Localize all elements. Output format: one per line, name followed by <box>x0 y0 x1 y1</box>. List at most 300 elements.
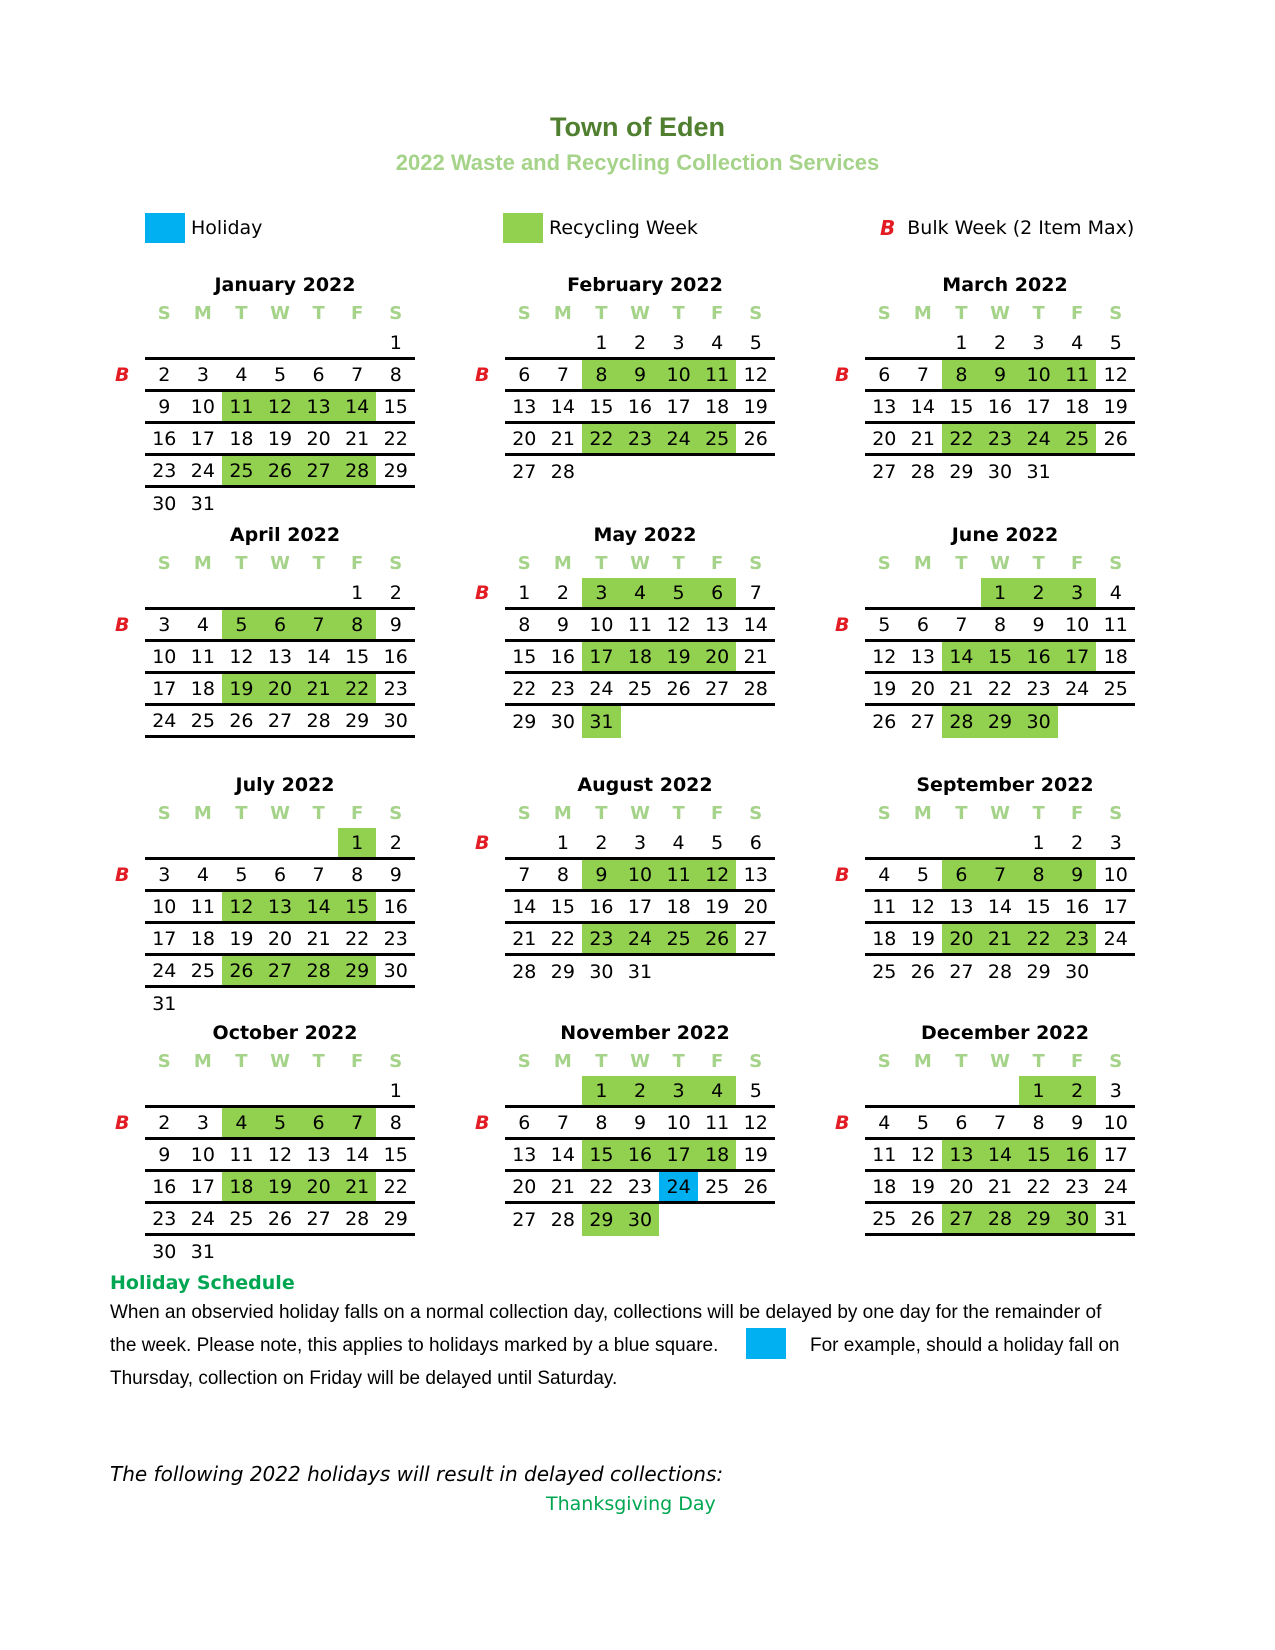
day-cell: 11 <box>190 645 215 668</box>
month-title: February 2022 <box>567 274 723 296</box>
day-cell: 22 <box>589 1175 614 1198</box>
day-cell: 27 <box>872 461 897 483</box>
day-cell <box>1058 456 1097 488</box>
day-cell: 8 <box>556 863 569 886</box>
day-cell: 19 <box>1103 395 1128 418</box>
day-cell: 26 <box>910 961 935 983</box>
weekday-label: M <box>193 1050 212 1072</box>
day-cell <box>222 1236 261 1268</box>
day-cell: 28 <box>338 456 377 485</box>
weekday-label: S <box>157 552 171 574</box>
weekday-label: S <box>749 302 763 324</box>
weekday-label: S <box>517 802 531 824</box>
day-cell: 31 <box>627 961 653 983</box>
day-cell: 2 <box>633 331 647 354</box>
week-row <box>505 674 775 706</box>
weekday-header <box>505 298 775 328</box>
day-cell: 26 <box>743 1175 768 1198</box>
day-cell <box>698 456 737 488</box>
day-cell: 18 <box>666 895 691 918</box>
day-cell: 4 <box>1109 581 1122 604</box>
day-cell: 23 <box>1058 924 1097 953</box>
day-cell: 15 <box>338 892 377 921</box>
day-cell: 15 <box>981 642 1020 671</box>
day-cell: 13 <box>872 395 897 418</box>
day-cell: 9 <box>633 1111 647 1134</box>
day-cell: 30 <box>621 1204 660 1236</box>
day-cell: 12 <box>743 1111 768 1134</box>
day-cell: 24 <box>1019 424 1058 453</box>
day-cell: 30 <box>152 493 177 515</box>
day-cell: 11 <box>190 895 215 918</box>
day-cell: 10 <box>1019 360 1058 389</box>
day-cell: 8 <box>595 1111 608 1134</box>
day-cell: 11 <box>872 895 897 918</box>
day-cell: 27 <box>949 961 974 983</box>
day-cell: 26 <box>698 924 737 953</box>
month-august <box>475 772 775 988</box>
week-row <box>145 488 415 520</box>
day-cell <box>184 578 223 607</box>
day-cell: 19 <box>743 395 768 418</box>
day-cell <box>145 328 184 357</box>
day-cell: 9 <box>158 1143 171 1166</box>
day-cell: 26 <box>261 456 300 485</box>
week-row <box>145 642 415 674</box>
day-cell: 26 <box>222 956 261 985</box>
holiday-swatch <box>145 213 185 243</box>
day-cell: 3 <box>158 863 171 886</box>
day-cell: 23 <box>383 677 408 700</box>
weekday-label: S <box>389 802 403 824</box>
day-cell: 28 <box>743 677 768 700</box>
month-title: October 2022 <box>212 1022 358 1044</box>
week-row <box>505 892 775 924</box>
day-cell: 8 <box>518 613 531 636</box>
day-cell: 20 <box>872 427 897 450</box>
day-cell: 2 <box>1071 831 1084 854</box>
bulk-week-marker: B <box>475 831 490 854</box>
month-december <box>835 1020 1135 1236</box>
day-cell: 19 <box>659 642 698 671</box>
bulk-week-marker: B <box>835 363 850 386</box>
weekday-label: T <box>672 302 685 324</box>
day-cell <box>505 328 544 357</box>
weekday-label: W <box>630 552 650 574</box>
weekday-header <box>145 298 415 328</box>
day-cell: 27 <box>743 927 768 950</box>
day-cell: 20 <box>512 1175 537 1198</box>
day-cell: 21 <box>550 427 575 450</box>
week-row <box>505 956 775 988</box>
legend-recycling <box>503 212 698 244</box>
day-cell <box>222 988 261 1020</box>
weekday-label: T <box>1032 802 1045 824</box>
day-cell: 30 <box>550 711 575 733</box>
weekday-header <box>865 298 1135 328</box>
day-cell: 14 <box>981 1140 1020 1169</box>
weekday-label: T <box>1032 1050 1045 1072</box>
weekday-label: S <box>749 552 763 574</box>
day-cell: 22 <box>942 424 981 453</box>
day-cell: 23 <box>627 1175 653 1198</box>
weekday-label: T <box>595 552 608 574</box>
holiday-schedule-line3: Thursday, collection on Friday will be delayed until Saturday. <box>110 1368 618 1389</box>
day-cell: 24 <box>659 424 698 453</box>
day-cell <box>505 828 544 857</box>
day-cell: 25 <box>190 959 215 982</box>
day-cell: 26 <box>267 1207 293 1230</box>
day-cell: 13 <box>512 1143 537 1166</box>
day-cell <box>261 1076 300 1105</box>
day-cell: 8 <box>993 613 1007 636</box>
bulk-week-marker: B <box>475 581 490 604</box>
day-cell: 1 <box>351 581 364 604</box>
day-cell: 16 <box>1058 1140 1097 1169</box>
weekday-label: S <box>517 552 531 574</box>
day-cell <box>338 488 377 520</box>
month-april <box>115 522 415 738</box>
weekday-label: T <box>235 1050 248 1072</box>
day-cell <box>376 1236 415 1268</box>
day-cell <box>376 488 415 520</box>
day-cell: 12 <box>910 1143 935 1166</box>
day-cell <box>299 828 338 857</box>
day-cell: 12 <box>261 392 300 421</box>
day-cell: 20 <box>949 1175 974 1198</box>
bulk-week-marker: B <box>115 1111 130 1134</box>
day-cell: 7 <box>351 363 364 386</box>
day-cell <box>904 578 943 607</box>
day-cell <box>222 328 261 357</box>
day-cell: 8 <box>582 360 621 389</box>
day-cell: 7 <box>556 1111 569 1134</box>
day-cell: 24 <box>621 924 660 953</box>
week-row <box>865 828 1135 860</box>
day-cell: 11 <box>1058 360 1097 389</box>
weekday-header <box>145 1046 415 1076</box>
day-cell <box>338 1076 377 1105</box>
weekday-label: F <box>711 552 724 574</box>
day-cell: 10 <box>152 895 177 918</box>
month-january <box>115 272 415 520</box>
day-cell: 12 <box>267 1143 293 1166</box>
day-cell: 28 <box>345 1207 370 1230</box>
day-cell <box>261 988 300 1020</box>
weekday-label: F <box>1071 1050 1084 1072</box>
day-cell: 2 <box>595 831 608 854</box>
day-cell <box>981 1076 1020 1105</box>
weekday-label: T <box>955 1050 968 1072</box>
day-cell: 8 <box>351 863 364 886</box>
week-row <box>505 706 775 738</box>
week-row <box>505 1076 775 1108</box>
day-cell: 5 <box>659 578 698 607</box>
month-september <box>835 772 1135 988</box>
day-cell <box>659 1204 698 1236</box>
week-row <box>835 1108 1135 1140</box>
day-cell <box>659 956 698 988</box>
bulk-week-marker: B <box>115 363 130 386</box>
day-cell: 13 <box>299 392 338 421</box>
weekday-label: T <box>312 302 325 324</box>
day-cell: 10 <box>1103 1111 1128 1134</box>
day-cell: 25 <box>872 1207 897 1230</box>
day-cell: 17 <box>627 895 653 918</box>
month-title: April 2022 <box>229 524 341 546</box>
day-cell: 20 <box>261 674 300 703</box>
holiday-blue-square <box>746 1328 786 1359</box>
day-cell: 12 <box>229 645 254 668</box>
bulk-week-marker: B <box>835 863 850 886</box>
day-cell: 17 <box>1058 642 1097 671</box>
day-cell: 27 <box>512 1209 537 1231</box>
day-cell: 13 <box>705 613 730 636</box>
day-cell: 27 <box>705 677 730 700</box>
day-cell <box>1096 456 1135 488</box>
weekday-label: T <box>312 1050 325 1072</box>
day-cell: 16 <box>383 895 408 918</box>
day-cell: 17 <box>152 927 177 950</box>
day-cell: 17 <box>1026 395 1051 418</box>
weekday-label: M <box>553 1050 572 1072</box>
day-cell: 25 <box>1103 677 1128 700</box>
day-cell <box>222 578 261 607</box>
day-cell: 25 <box>222 456 261 485</box>
day-cell: 25 <box>698 424 737 453</box>
day-cell: 23 <box>1026 677 1051 700</box>
weekday-label: T <box>595 302 608 324</box>
legend-bulk <box>880 212 1134 244</box>
day-cell: 26 <box>1103 427 1128 450</box>
week-row <box>475 578 775 610</box>
day-cell: 2 <box>158 1111 171 1134</box>
day-cell: 23 <box>621 424 660 453</box>
month-february <box>475 272 775 488</box>
day-cell: 3 <box>1109 831 1122 854</box>
recycling-swatch <box>503 213 543 243</box>
day-cell: 27 <box>261 956 300 985</box>
day-cell: 14 <box>743 613 768 636</box>
weekday-label: T <box>955 302 968 324</box>
legend-bulk-label: Bulk Week (2 Item Max) <box>907 217 1135 239</box>
day-cell: 31 <box>1103 1207 1128 1230</box>
day-cell <box>981 828 1020 857</box>
day-cell: 22 <box>987 677 1013 700</box>
day-cell: 29 <box>981 706 1020 738</box>
day-cell <box>659 456 698 488</box>
day-cell: 10 <box>666 1111 691 1134</box>
day-cell: 13 <box>743 863 768 886</box>
day-cell: 3 <box>582 578 621 607</box>
day-cell: 13 <box>910 645 935 668</box>
day-cell: 6 <box>955 1111 968 1134</box>
week-row <box>115 860 415 892</box>
week-row <box>145 1140 415 1172</box>
holiday-schedule-title: Holiday Schedule <box>110 1272 295 1294</box>
day-cell: 15 <box>589 395 614 418</box>
weekday-label: S <box>389 302 403 324</box>
page-title: Town of Eden <box>550 112 725 142</box>
day-cell: 1 <box>389 1079 402 1102</box>
weekday-header <box>145 548 415 578</box>
day-cell: 24 <box>190 459 215 482</box>
day-cell: 11 <box>1103 613 1128 636</box>
day-cell: 20 <box>306 427 331 450</box>
weekday-label: T <box>672 802 685 824</box>
week-row <box>145 1076 415 1108</box>
weekday-label: T <box>312 802 325 824</box>
day-cell: 5 <box>878 613 891 636</box>
day-cell: 22 <box>338 674 377 703</box>
holiday-schedule-line2a: the week. Please note, this applies to holidays marked by a blue square. <box>110 1335 719 1356</box>
day-cell: 26 <box>910 1207 935 1230</box>
day-cell: 3 <box>1109 1079 1122 1102</box>
weekday-label: M <box>913 302 932 324</box>
weekday-label: W <box>630 302 650 324</box>
week-row <box>145 828 415 860</box>
day-cell <box>942 828 981 857</box>
day-cell: 4 <box>222 1108 261 1137</box>
day-cell: 17 <box>582 642 621 671</box>
day-cell: 16 <box>589 895 614 918</box>
day-cell: 3 <box>659 1076 698 1105</box>
day-cell: 21 <box>306 927 331 950</box>
weekday-label: W <box>270 802 290 824</box>
weekday-header <box>505 798 775 828</box>
day-cell: 19 <box>872 677 897 700</box>
day-cell <box>261 828 300 857</box>
day-cell: 8 <box>942 360 981 389</box>
day-cell: 6 <box>518 363 531 386</box>
weekday-label: W <box>990 802 1010 824</box>
month-title: September 2022 <box>916 774 1094 796</box>
day-cell: 15 <box>512 645 537 668</box>
day-cell: 9 <box>1058 860 1097 889</box>
day-cell: 28 <box>299 956 338 985</box>
weekday-label: S <box>157 1050 171 1072</box>
day-cell <box>621 706 660 738</box>
day-cell <box>184 328 223 357</box>
weekday-header <box>145 798 415 828</box>
day-cell: 22 <box>345 927 370 950</box>
day-cell: 18 <box>190 677 215 700</box>
day-cell: 1 <box>556 831 569 854</box>
week-row <box>865 956 1135 988</box>
weekday-label: S <box>157 802 171 824</box>
day-cell <box>942 1076 981 1105</box>
day-cell: 22 <box>582 424 621 453</box>
day-cell: 2 <box>389 581 402 604</box>
day-cell: 17 <box>190 427 215 450</box>
day-cell: 15 <box>1019 1140 1058 1169</box>
day-cell: 1 <box>582 1076 621 1105</box>
day-cell: 2 <box>993 331 1007 354</box>
day-cell: 5 <box>916 863 929 886</box>
day-cell <box>261 328 300 357</box>
day-cell: 14 <box>942 642 981 671</box>
weekday-label: M <box>913 552 932 574</box>
day-cell: 30 <box>383 709 408 732</box>
day-cell: 6 <box>273 863 287 886</box>
day-cell: 1 <box>389 331 402 354</box>
day-cell: 13 <box>261 892 300 921</box>
day-cell: 8 <box>338 610 377 639</box>
holiday-list-intro: The following 2022 holidays will result in delayed collections: <box>110 1462 724 1486</box>
day-cell: 3 <box>196 1111 209 1134</box>
day-cell: 10 <box>190 1143 215 1166</box>
day-cell: 9 <box>1071 1111 1084 1134</box>
day-cell: 10 <box>659 360 698 389</box>
weekday-label: T <box>595 802 608 824</box>
day-cell: 7 <box>518 863 531 886</box>
day-cell <box>544 1076 583 1105</box>
day-cell <box>1096 706 1135 738</box>
week-row <box>115 610 415 642</box>
day-cell: 6 <box>261 610 300 639</box>
day-cell <box>736 706 775 738</box>
week-row <box>145 578 415 610</box>
day-cell <box>261 488 300 520</box>
weekday-label: S <box>749 802 763 824</box>
day-cell: 15 <box>345 645 370 668</box>
day-cell: 19 <box>743 1143 768 1166</box>
legend-holiday-label: Holiday <box>191 217 263 239</box>
day-cell: 7 <box>299 610 338 639</box>
day-cell: 20 <box>299 1172 338 1201</box>
weekday-label: S <box>1109 552 1123 574</box>
weekday-label: M <box>193 552 212 574</box>
day-cell: 28 <box>981 1204 1020 1233</box>
day-cell: 6 <box>312 363 325 386</box>
day-cell: 14 <box>345 1143 370 1166</box>
week-row <box>145 1172 415 1204</box>
day-cell: 11 <box>627 613 653 636</box>
weekday-label: F <box>1071 552 1084 574</box>
day-cell: 6 <box>878 363 891 386</box>
day-cell: 29 <box>1019 1204 1058 1233</box>
day-cell: 20 <box>743 895 768 918</box>
day-cell: 28 <box>910 461 935 483</box>
day-cell: 16 <box>627 395 653 418</box>
day-cell: 28 <box>987 961 1013 983</box>
day-cell: 27 <box>910 711 935 733</box>
day-cell: 21 <box>910 427 935 450</box>
day-cell <box>184 988 223 1020</box>
day-cell: 22 <box>550 927 575 950</box>
week-row <box>835 610 1135 642</box>
day-cell: 15 <box>582 1140 621 1169</box>
day-cell <box>698 956 737 988</box>
day-cell: 16 <box>152 1175 177 1198</box>
day-cell: 4 <box>878 1111 891 1134</box>
week-row <box>475 1108 775 1140</box>
weekday-label: T <box>595 1050 608 1072</box>
day-cell: 4 <box>878 863 891 886</box>
day-cell: 3 <box>1032 331 1045 354</box>
day-cell: 2 <box>556 581 569 604</box>
day-cell: 13 <box>306 1143 331 1166</box>
day-cell: 8 <box>1032 1111 1045 1134</box>
bulk-week-marker: B <box>115 863 130 886</box>
day-cell: 1 <box>955 331 968 354</box>
day-cell: 12 <box>1103 363 1128 386</box>
day-cell: 18 <box>621 642 660 671</box>
day-cell: 18 <box>872 927 897 950</box>
week-row <box>865 642 1135 674</box>
day-cell: 24 <box>1065 677 1090 700</box>
day-cell: 29 <box>345 709 370 732</box>
